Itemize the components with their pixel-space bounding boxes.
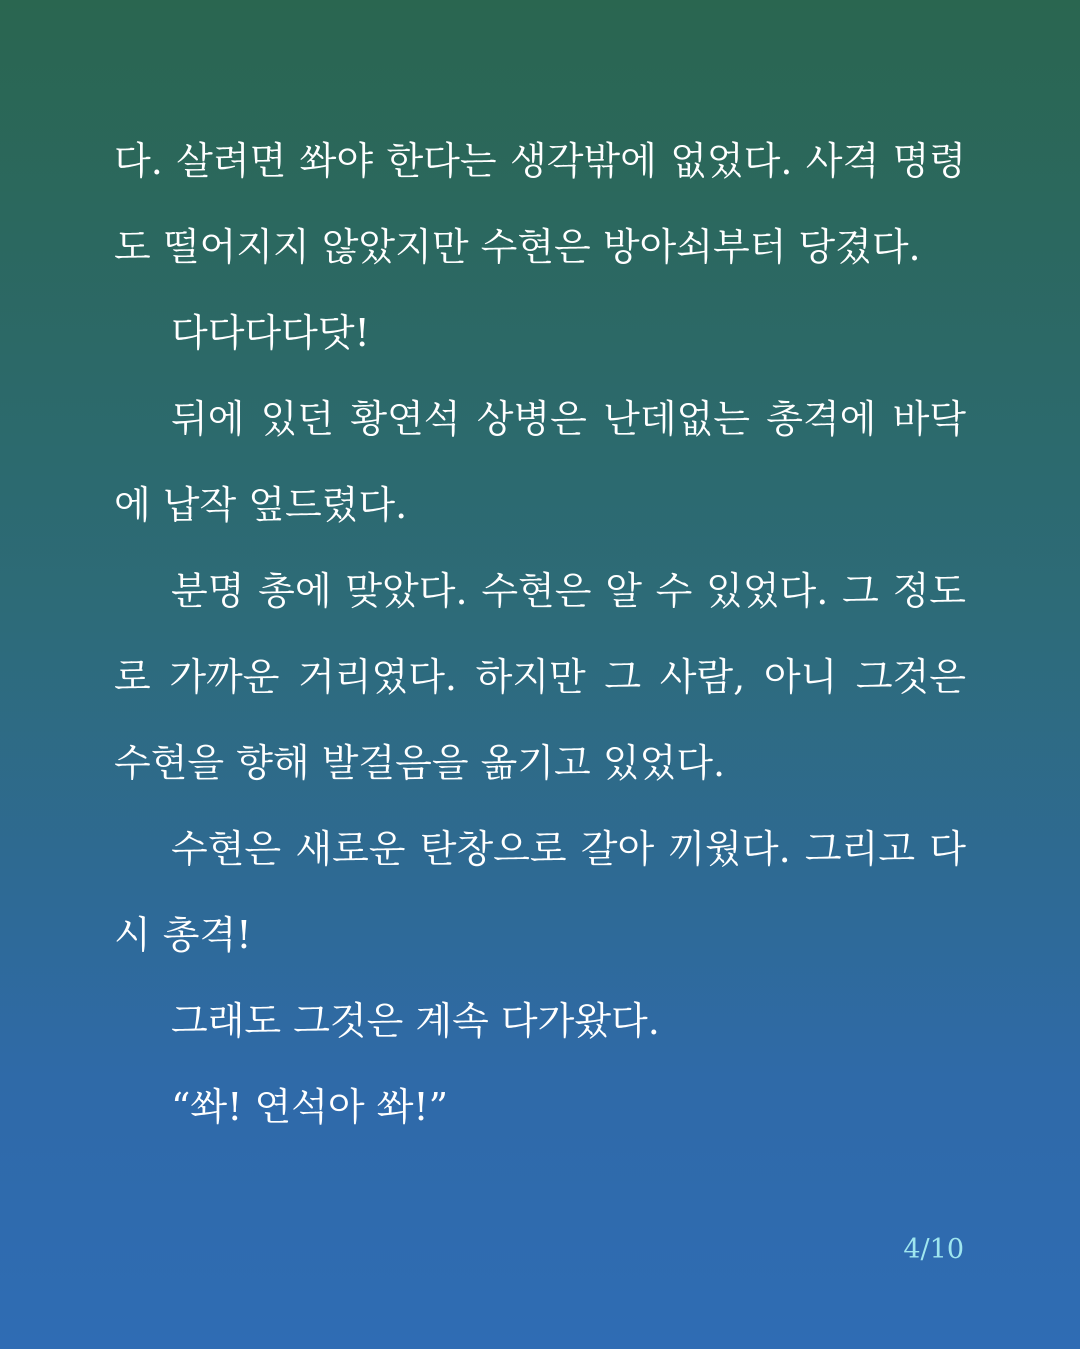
body-text [114,118,966,1150]
text-line: 분명 총에 맞았다. 수현은 알 수 있었다. 그 정도 [171,569,966,613]
text-line: 로 가까운 거리였다. 하지만 그 사람, 아니 그것은 [114,655,966,699]
text-line: 다다다다닷! [171,311,370,355]
text-line: 다. 살려면 쏴야 한다는 생각밖에 없었다. 사격 명령 [114,139,966,183]
text-line: 수현을 향해 발걸음을 옮기고 있었다. [114,741,726,785]
text-line: 도 떨어지지 않았지만 수현은 방아쇠부터 당겼다. [114,225,921,269]
page-number: 4/10 [903,1234,964,1265]
text-line: “쏴! 연석아 쏴!” [171,1085,449,1129]
text-line: 에 납작 엎드렸다. [114,483,408,527]
text-line: 시 총격! [114,913,252,957]
text-line: 수현은 새로운 탄창으로 갈아 끼웠다. 그리고 다 [171,827,966,871]
text-line: 뒤에 있던 황연석 상병은 난데없는 총격에 바닥 [171,397,966,441]
text-line: 그래도 그것은 계속 다가왔다. [171,999,660,1043]
